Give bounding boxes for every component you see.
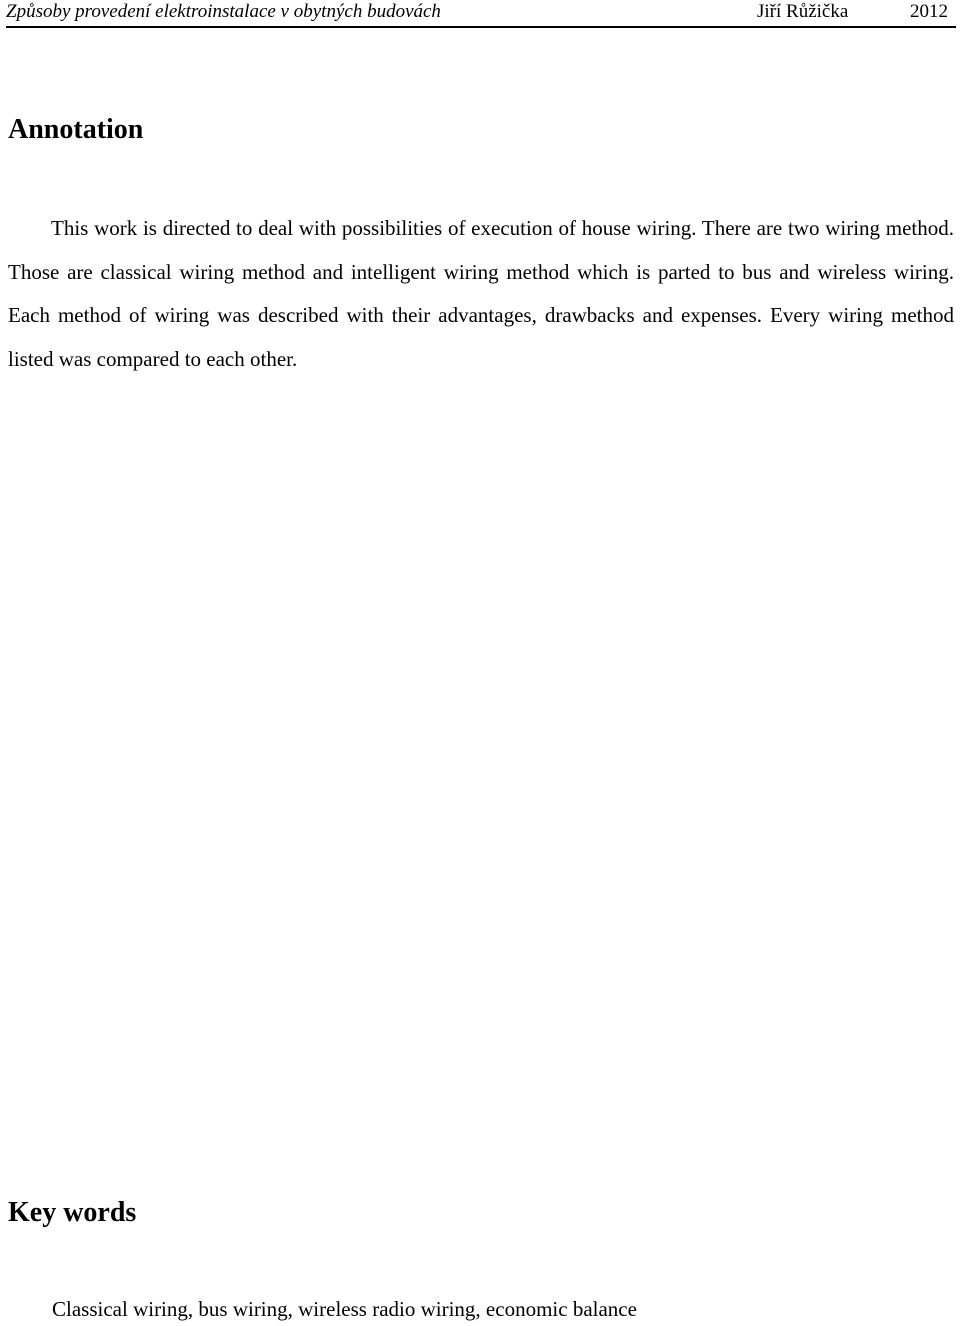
keywords-paragraph: Classical wiring, bus wiring, wireless radio wiring, economic balance <box>52 1297 637 1321</box>
header-title: Způsoby provedení elektroinstalace v obytných budovách <box>6 1 441 22</box>
page-header <box>6 0 956 28</box>
header-year: 2012 <box>910 1 948 22</box>
annotation-heading: Annotation <box>8 114 144 145</box>
keywords-heading: Key words <box>8 1197 137 1228</box>
header-author: Jiří Růžička <box>757 1 849 22</box>
annotation-paragraph: This work is directed to deal with possibilities of execution of house wiring. There are two wiring method. Those are classical wiring method and intelligent wiring method which is parted to bus and wireless wiring. Each method of wiring was described with their advantages, drawbacks and expenses. Every wiring method listed was compared to each other. <box>8 216 954 371</box>
